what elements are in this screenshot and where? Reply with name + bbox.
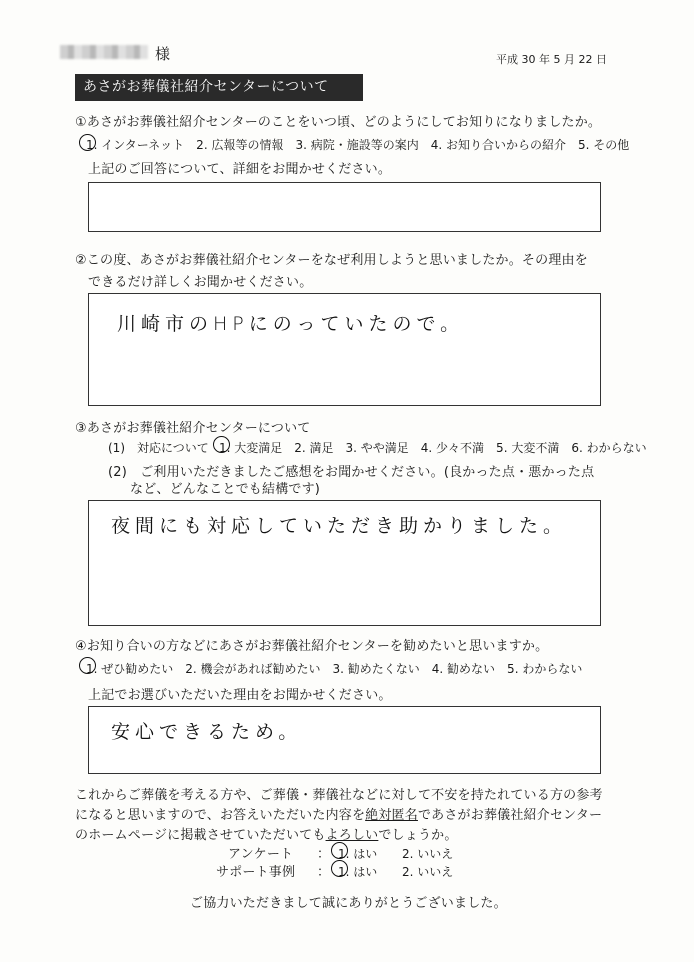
q1-selected-circle <box>79 134 96 151</box>
closing-anonymous: 絶対匿名 <box>365 808 418 823</box>
q4-selected-circle <box>79 657 96 674</box>
q4-reason-prompt: 上記でお選びいただいた理由をお聞かせください。 <box>88 688 392 703</box>
closing-line1: これからご葬儀を考える方や、ご葬儀・葬儀社などに対して不安を持たれている方の参考 <box>75 788 603 803</box>
survey-label: アンケート <box>228 847 294 862</box>
closing-line2-a: になると思いますので、お答えいただいた内容を <box>75 808 366 823</box>
addressee-suffix: 様 <box>155 45 171 63</box>
q3-answer-box[interactable] <box>88 500 601 626</box>
survey-yes-circle <box>331 842 348 859</box>
support-label: サポート事例 <box>216 865 296 880</box>
closing-line2-c: であさがお葬儀社紹介センター <box>417 808 603 823</box>
closing-line3-a: のホームページに掲載させていただいても <box>75 828 326 843</box>
survey-no[interactable]: 2. いいえ <box>402 847 454 861</box>
support-yes-circle <box>331 860 348 877</box>
q3-selected-circle <box>213 436 230 453</box>
survey-colon: ： <box>317 847 331 862</box>
q3-sub1-options: 1. 大変満足 2. 満足 3. やや満足 4. 少々不満 5. 大変不満 6. わからない <box>219 441 647 455</box>
q1-answer-box[interactable] <box>88 182 601 232</box>
q3-question: ③あさがお葬儀社紹介センターについて <box>75 421 311 436</box>
closing-ok: よろしい <box>325 828 379 843</box>
q1-question: ①あさがお葬儀社紹介センターのことをいつ頃、どのようにしてお知りになりましたか。 <box>75 115 602 130</box>
closing-line3-c: でしょうか。 <box>378 828 458 843</box>
q4-options: 1. ぜひ勧めたい 2. 機会があれば勧めたい 3. 勧めたくない 4. 勧めない 5. わからない <box>86 662 583 676</box>
q4-question: ④お知り合いの方などにあさがお葬儀社紹介センターを勧めたいと思いますか。 <box>75 639 549 654</box>
q3-sub2-line2: など、どんなことでも結構です) <box>130 482 321 497</box>
section-title: あさがお葬儀社紹介センターについて <box>75 74 363 101</box>
q3-sub2-line1: (2) ご利用いただきましたご感想をお聞かせください。(良かった点・悪かった点 <box>108 465 595 480</box>
q1-detail-prompt: 上記のご回答について、詳細をお聞かせください。 <box>88 162 392 177</box>
q4-answer: 安心できるため。 <box>111 721 303 743</box>
q4-answer-box[interactable] <box>88 706 601 774</box>
redacted-name <box>60 45 148 59</box>
support-yes[interactable]: 1. はい <box>338 865 378 879</box>
q2-question-line1: ②この度、あさがお葬儀社紹介センターをなぜ利用しようと思いましたか。その理由を <box>75 253 588 268</box>
q2-question-line2: できるだけ詳しくお聞かせください。 <box>88 275 313 290</box>
support-no[interactable]: 2. いいえ <box>402 865 454 879</box>
form-date: 平成 30 年 5 月 22 日 <box>496 53 607 66</box>
thanks-message: ご協力いただきまして誠にありがとうございました。 <box>190 896 507 911</box>
q2-answer: 川崎市のHPにのっていたので。 <box>117 313 465 335</box>
support-colon: ： <box>317 865 331 880</box>
closing-line3 <box>75 824 458 843</box>
q3-answer: 夜間にも対応していただき助かりました。 <box>111 515 568 537</box>
q3-sub1-label: (1) 対応について <box>108 441 209 455</box>
survey-yes[interactable]: 1. はい <box>338 847 378 861</box>
closing-line2 <box>75 804 602 823</box>
q2-answer-box[interactable] <box>88 293 601 406</box>
q1-options: 1. インターネット 2. 広報等の情報 3. 病院・施設等の案内 4. お知り合いからの紹介 5. その他 <box>86 138 630 152</box>
